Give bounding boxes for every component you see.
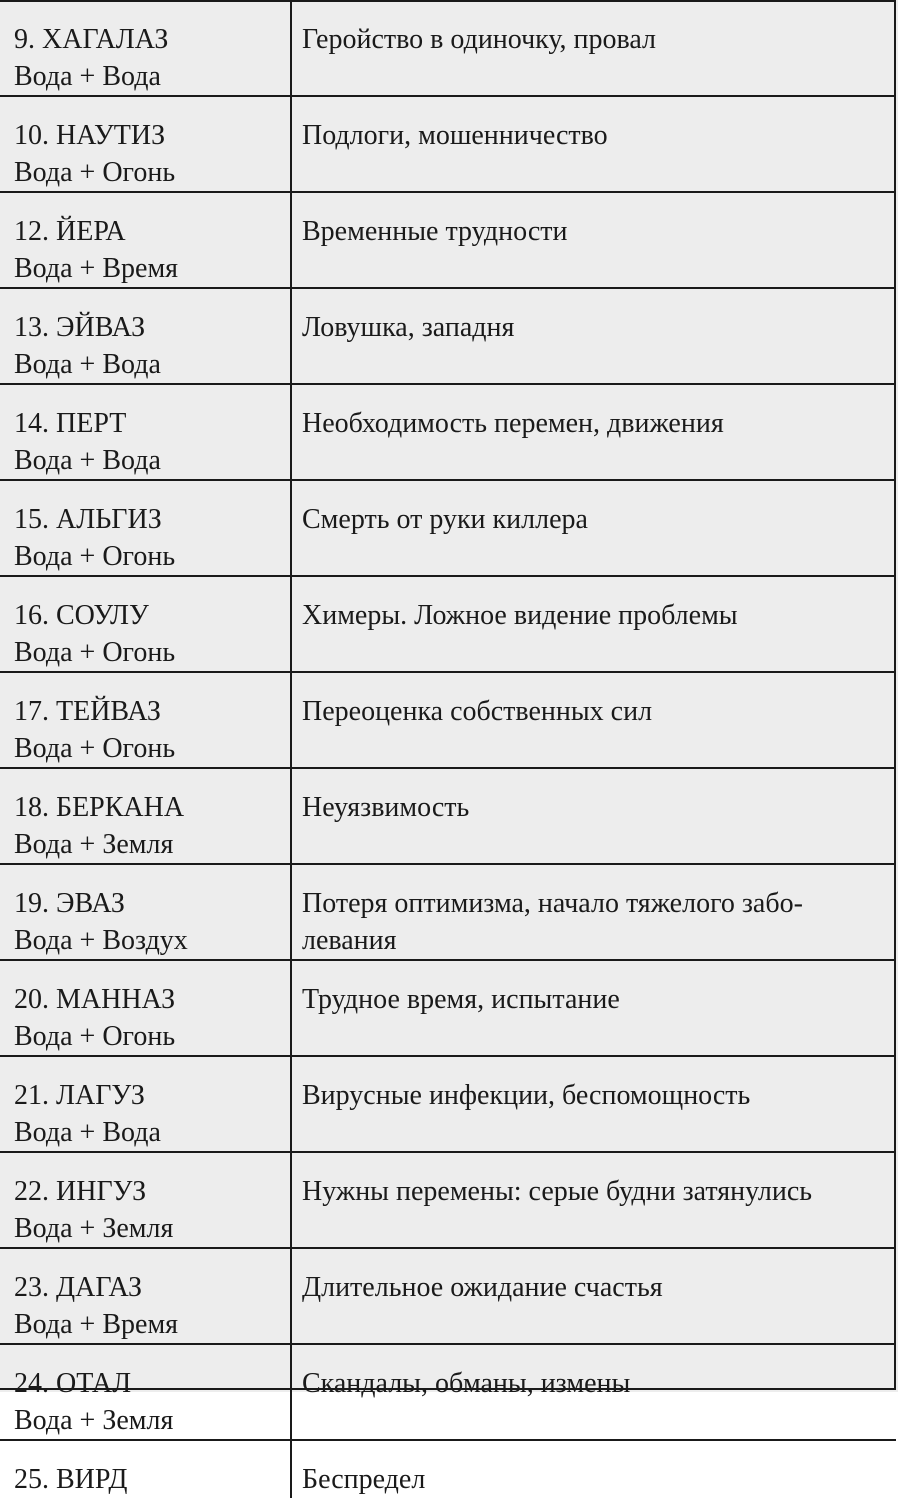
rune-meaning: Ловушка, западня — [302, 312, 515, 343]
rune-cell — [0, 288, 291, 384]
meaning-cell — [291, 0, 896, 96]
rune-meaning: Вирусные инфекции, беспомощность — [302, 1080, 751, 1111]
table-row — [0, 672, 896, 768]
meaning-cell — [291, 576, 896, 672]
meaning-cell — [291, 1248, 896, 1344]
meaning-cell — [291, 768, 896, 864]
rune-name: 25. ВИРД — [14, 1464, 128, 1495]
rune-name: 9. ХАГАЛАЗ — [14, 24, 169, 55]
rune-elements: Вода + Земля — [14, 1405, 174, 1436]
rune-elements: Вода + Время — [14, 1309, 179, 1340]
meaning-cell — [291, 960, 896, 1056]
table-row — [0, 576, 896, 672]
rune-elements: Вода + Воздух — [14, 925, 188, 956]
rune-name: 12. ЙЕРА — [14, 216, 126, 247]
rune-cell — [0, 96, 291, 192]
meaning-cell — [291, 1152, 896, 1248]
meaning-cell — [291, 1056, 896, 1152]
rune-meaning: Необходимость перемен, движения — [302, 408, 724, 439]
meaning-cell — [291, 192, 896, 288]
rune-cell — [0, 1440, 291, 1498]
rune-name: 24. ОТАЛ — [14, 1368, 132, 1399]
table-row — [0, 768, 896, 864]
rune-elements: Вода + Вода — [14, 349, 161, 380]
rune-meaning: Геройство в одиночку, провал — [302, 24, 657, 55]
rune-cell — [0, 1248, 291, 1344]
rune-cell — [0, 384, 291, 480]
table-row — [0, 288, 896, 384]
rune-cell — [0, 576, 291, 672]
rune-cell — [0, 192, 291, 288]
rune-name: 19. ЭВАЗ — [14, 888, 125, 919]
rune-elements: Вода + Земля — [14, 1213, 174, 1244]
table-row — [0, 960, 896, 1056]
rune-meaning: Неуязвимость — [302, 792, 470, 823]
rune-name: 18. БЕРКАНА — [14, 792, 185, 823]
rune-cell — [0, 0, 291, 96]
rune-cell — [0, 672, 291, 768]
meaning-cell — [291, 1440, 896, 1498]
rune-meaning: Подлоги, мошенничество — [302, 120, 608, 151]
rune-elements: Вода + Вода — [14, 1117, 161, 1148]
table-row — [0, 1152, 896, 1248]
table-row — [0, 96, 896, 192]
rune-meaning: Временные трудности — [302, 216, 568, 247]
rune-cell — [0, 864, 291, 960]
rune-name: 13. ЭЙВАЗ — [14, 312, 146, 343]
rune-cell — [0, 1344, 291, 1440]
table-row — [0, 1344, 896, 1440]
meaning-cell — [291, 96, 896, 192]
rune-meaning: Переоценка собственных сил — [302, 696, 653, 727]
rune-name: 14. ПЕРТ — [14, 408, 127, 439]
rune-meaning: Нужны перемены: серые будни затянулись — [302, 1176, 813, 1207]
rune-cell — [0, 768, 291, 864]
rune-name: 17. ТЕЙВАЗ — [14, 696, 161, 727]
rune-cell — [0, 960, 291, 1056]
table-row — [0, 1440, 896, 1498]
rune-cell — [0, 480, 291, 576]
meaning-cell — [291, 288, 896, 384]
meaning-cell — [291, 1344, 896, 1440]
rune-meaning: Беспредел — [302, 1464, 426, 1495]
rune-meaning: Химеры. Ложное видение проблемы — [302, 600, 738, 631]
table-row — [0, 1248, 896, 1344]
rune-meaning: Потеря оптимизма, начало тяжелого забо-левания — [302, 888, 803, 956]
rune-meaning: Смерть от руки киллера — [302, 504, 588, 535]
rune-name: 10. НАУТИЗ — [14, 120, 166, 151]
rune-name: 15. АЛЬГИЗ — [14, 504, 162, 535]
rune-cell — [0, 1152, 291, 1248]
table-row — [0, 864, 896, 960]
meaning-cell — [291, 672, 896, 768]
rune-meaning: Скандалы, обманы, измены — [302, 1368, 631, 1399]
rune-meaning: Трудное время, испытание — [302, 984, 620, 1015]
rune-elements: Вода + Время — [14, 253, 179, 284]
table-row — [0, 480, 896, 576]
rune-name: 16. СОУЛУ — [14, 600, 149, 631]
rune-cell — [0, 1056, 291, 1152]
rune-name: 22. ИНГУЗ — [14, 1176, 147, 1207]
rune-elements: Вода + Земля — [14, 829, 174, 860]
rune-name: 23. ДАГАЗ — [14, 1272, 143, 1303]
rune-elements: Вода + Огонь — [14, 157, 176, 188]
table-row — [0, 192, 896, 288]
table-row — [0, 0, 896, 96]
rune-elements: Вода + Вода — [14, 445, 161, 476]
table-row — [0, 384, 896, 480]
rune-elements: Вода + Огонь — [14, 637, 176, 668]
rune-meaning: Длительное ожидание счастья — [302, 1272, 663, 1303]
table-row — [0, 1056, 896, 1152]
rune-elements: Вода + Огонь — [14, 733, 176, 764]
rune-name: 20. МАННАЗ — [14, 984, 176, 1015]
meaning-cell — [291, 384, 896, 480]
rune-elements: Вода + Вода — [14, 61, 161, 92]
rune-name: 21. ЛАГУЗ — [14, 1080, 145, 1111]
rune-elements: Вода + Огонь — [14, 541, 176, 572]
rune-elements: Вода + Огонь — [14, 1021, 176, 1052]
meaning-cell — [291, 480, 896, 576]
meaning-cell — [291, 864, 896, 960]
